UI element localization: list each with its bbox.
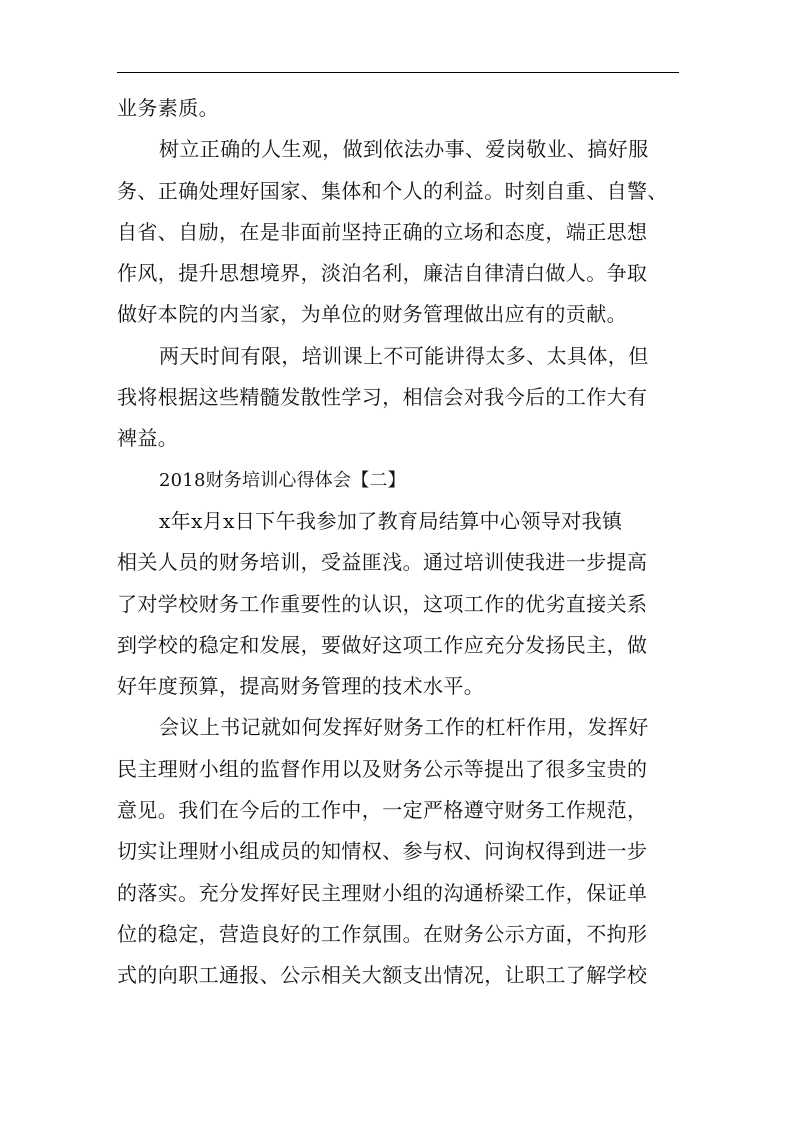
section-heading: 2018财务培训心得体会【二】 [159, 469, 406, 491]
text-line: 式的向职工通报、公示相关大额支出情况，让职工了解学校 [117, 963, 648, 988]
text-line: 作风，提升思想境界，淡泊名利，廉洁自律清白做人。争取 [117, 261, 648, 286]
text-line: 的落实。充分发挥好民主理财小组的沟通桥梁工作，保证单 [117, 880, 648, 905]
text-line: 业务素质。 [117, 96, 219, 120]
text-line: 位的稳定，营造良好的工作氛围。在财务公示方面，不拘形 [117, 921, 648, 946]
document-body [117, 88, 679, 997]
text-line: 民主理财小组的监督作用以及财务公示等提出了很多宝贵的 [117, 756, 648, 781]
text-line: 树立正确的人生观，做到依法办事、爱岗敬业、搞好服 [159, 137, 649, 162]
text-line: 相关人员的财务培训，受益匪浅。通过培训使我进一步提高 [117, 550, 648, 575]
text-line: 意见。我们在今后的工作中，一定严格遵守财务工作规范， [117, 798, 648, 823]
header-rule [117, 72, 679, 73]
text-line: 到学校的稳定和发展，要做好这项工作应充分发扬民主，做 [117, 632, 648, 657]
text-line: 好年度预算，提高财务管理的技术水平。 [117, 674, 485, 699]
text-line: 会议上书记就如何发挥好财务工作的杠杆作用，发挥好 [159, 715, 649, 740]
text-line: 务、正确处理好国家、集体和个人的利益。时刻自重、自警、 [117, 178, 668, 203]
text-line: 两天时间有限，培训课上不可能讲得太多、太具体，但 [159, 343, 649, 368]
text-line: 做好本院的内当家，为单位的财务管理做出应有的贡献。 [117, 302, 627, 327]
text-line: 了对学校财务工作重要性的认识，这项工作的优劣直接关系 [117, 591, 648, 616]
text-line: 自省、自励，在是非面前坚持正确的立场和态度，端正思想 [117, 219, 648, 244]
text-line: 裨益。 [117, 426, 179, 451]
text-line: x年x月x日下午我参加了教育局结算中心领导对我镇 [159, 508, 623, 533]
text-line: 我将根据这些精髓发散性学习，相信会对我今后的工作大有 [117, 385, 648, 410]
text-line: 切实让理财小组成员的知情权、参与权、问询权得到进一步 [117, 839, 648, 864]
